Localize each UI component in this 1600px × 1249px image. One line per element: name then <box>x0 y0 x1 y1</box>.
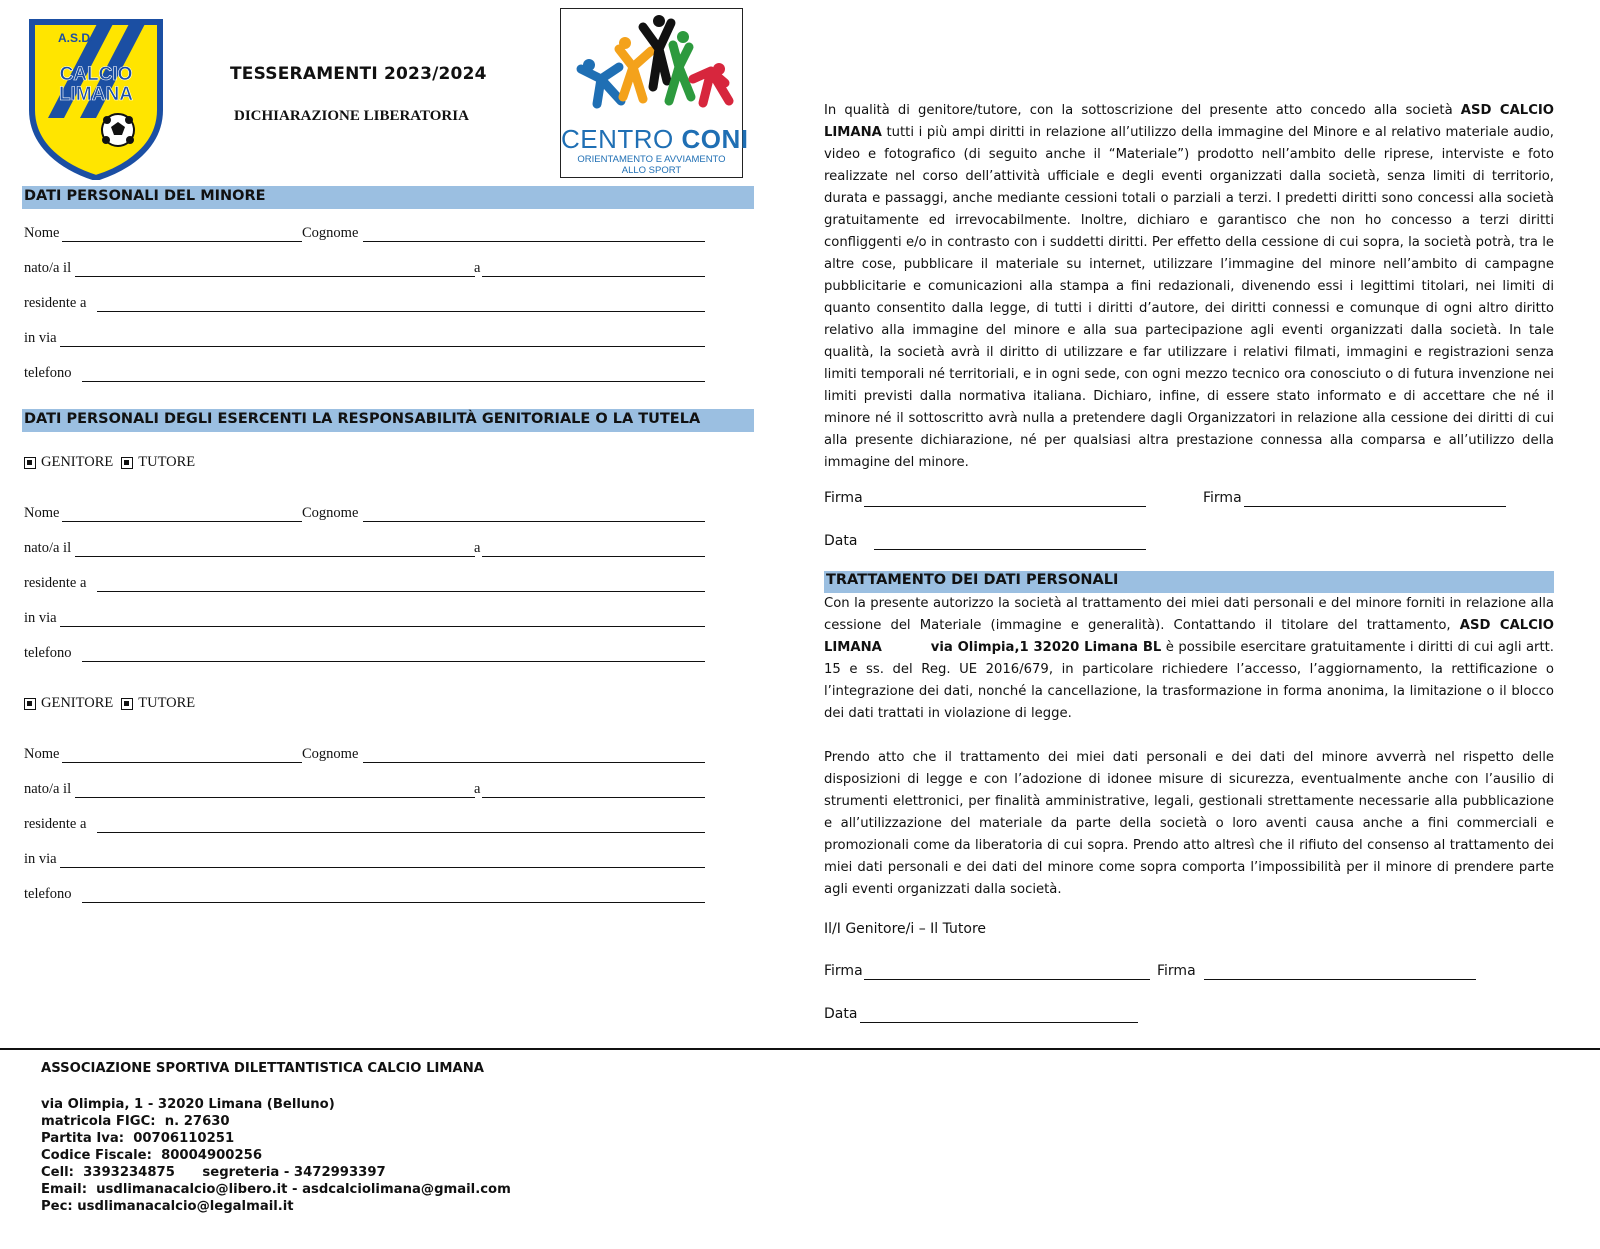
svg-text:LIMANA: LIMANA <box>59 84 133 105</box>
guardian1-role <box>24 454 195 471</box>
athletes-figures-icon <box>561 9 741 121</box>
svg-text:A.S.D.: A.S.D. <box>58 31 94 45</box>
section-heading-minor: DATI PERSONALI DEL MINORE <box>22 186 754 209</box>
footer-tax-code: Codice Fiscale: 80004900256 <box>41 1148 263 1163</box>
label-cognome: Cognome <box>302 225 359 241</box>
input-via[interactable] <box>60 346 705 347</box>
signature-line-1[interactable] <box>864 506 1146 507</box>
soccer-ball-icon <box>102 114 134 146</box>
signer-label: Il/I Genitore/i – Il Tutore <box>824 921 987 937</box>
label-via: in via <box>24 330 57 346</box>
footer-pec[interactable]: Pec: usdlimanacalcio@legalmail.it <box>41 1199 294 1214</box>
privacy-paragraph-1: Con la presente autorizzo la società al trattamento dei miei dati personali e del minore forniti in relazione alla cessione del Materiale (immagine e generalità). Contattando il titolare del trattamento, ASD CALCIO LIMANA via Olimpia,1 32020 Limana BL è possibile esercitare gratuitamente i diritti di cui agli artt. 15 e ss. del Reg. UE 2016/679, in particolare richiedere l’accesso, l’aggiornamento, la rettificazione o l’integrazione dei dati, nonché la cancellazione, la trasformazione in forma anonima, la limitazione o il blocco dei dati trattati in violazione di legge. <box>824 596 1555 721</box>
label-telefono: telefono <box>24 886 72 902</box>
input-data-nascita[interactable] <box>75 276 475 277</box>
label-telefono: telefono <box>24 365 72 381</box>
label-firma-2: Firma <box>1203 490 1242 506</box>
input-data-nascita[interactable] <box>75 797 475 798</box>
input-cognome[interactable] <box>363 762 705 763</box>
input-telefono[interactable] <box>82 381 705 382</box>
club-address: via Olimpia,1 32020 Limana BL <box>930 640 1162 655</box>
label-a: a <box>474 260 481 276</box>
input-cognome[interactable] <box>363 241 705 242</box>
input-residenza[interactable] <box>97 591 705 592</box>
label-via: in via <box>24 610 57 626</box>
label-nome: Nome <box>24 225 60 241</box>
label-data-2: Data <box>824 1006 858 1022</box>
declaration-paragraph: In qualità di genitore/tutore, con la sottoscrizione del presente atto concedo alla società ASD CALCIO LIMANA tutti i più ampi diritti in relazione all’utilizzo della immagine del Minore e al relativo materiale audio, video e fotografico (di seguito anche il “Materiale”) prodotto nell’ambito delle riprese, interviste e foto realizzate nel corso dell’attività ufficiale e degli eventi organizzati dalla società, senza limiti di territorio, durata e passaggi, anche mediante cessioni totali o parziali a terzi. I predetti diritti sono concessi alla società gratuitamente ed irrevocabilmente. Inoltre, dichiaro e garantisco che non ho concesso a terzi diritti confliggenti e/o in contrasto con i suddetti diritti. Per effetto della cessione di cui sopra, la società potrà, tra le altre cose, pubblicare il materiale su internet, utilizzare l’immagine del minore nell’ambito di campagne pubblicitarie e comunicazioni alla stampa a fini redazionali, divenendo essi i legittimi titolari, nei limiti di quanto consentito dalla legge, di tutti i diritti d’autore, dei diritti connessi e comunque di ogni altro diritto relativo alla immagine del minore e alla sua partecipazione agli eventi organizzati dalla società. In tale qualità, la società avrà il diritto di utilizzare e far utilizzare i relativi filmati, immagini e registrazioni senza limiti temporali né territoriali, e in ogni sede, con ogni mezzo tecnico ora conosciuto o di futura invenzione nei limiti previsti dalla normativa italiana. Dichiaro, infine, di essere stato informato e di accettare che né il minore né il sottoscritto avrà nulla a pretendere dagli Organizzatori in relazione alla cessione dei diritti di cui alla presente dichiarazione, né per qualsiasi altra prestazione connessa alla comparsa e all’utilizzo della immagine del minore. <box>824 103 1554 470</box>
label-nato: nato/a il <box>24 540 72 556</box>
input-data-nascita[interactable] <box>75 556 475 557</box>
privacy-paragraph-2: Prendo atto che il trattamento dei miei dati personali e dei dati del minore avverrà nel rispetto delle disposizioni di legge e con l’adozione di idonee misure di sicurezza, eventualmente anche con l’ausilio di strumenti elettronici, per finalità amministrative, legali, gestionali strettamente necessarie alla pubblicazione e all’utilizzazione del materiale da parte della società o loro aventi causa anche a fini commerciali e promozionali come da liberatoria di cui sopra. Prendo atto altresì che il rifiuto del consenso al trattamento dei miei dati personali e dei dati del minore come sopra comporta l’impossibilità per il minore di prendere parte agli eventi organizzati dalla società. <box>824 750 1554 897</box>
coni-brand: CENTRO CONI <box>561 124 749 154</box>
signature-line-3[interactable] <box>864 979 1150 980</box>
label-a: a <box>474 781 481 797</box>
label-firma-4: Firma <box>1157 963 1196 979</box>
label-residente: residente a <box>24 295 87 311</box>
label-firma-1: Firma <box>824 490 863 506</box>
date-line-2[interactable] <box>860 1022 1138 1023</box>
footer-address: via Olimpia, 1 - 32020 Limana (Belluno) <box>41 1097 335 1112</box>
footer-figc: matricola FIGC: n. 27630 <box>41 1114 230 1129</box>
input-via[interactable] <box>60 867 705 868</box>
checkbox-label: GENITORE <box>41 695 114 711</box>
coni-logo <box>560 8 749 178</box>
label-cognome: Cognome <box>302 746 359 762</box>
club-name: ASD CALCIO LIMANA <box>824 618 1555 655</box>
footer-association-name: ASSOCIAZIONE SPORTIVA DILETTANTISTICA CALCIO LIMANA <box>41 1061 484 1076</box>
checkbox-tutore-2[interactable] <box>121 698 133 710</box>
date-line-1[interactable] <box>874 549 1146 550</box>
club-name: ASD CALCIO LIMANA <box>824 103 1554 140</box>
checkbox-tutore-1[interactable] <box>121 457 133 469</box>
coni-tagline: ORIENTAMENTO E AVVIAMENTO ALLO SPORT <box>577 154 726 176</box>
club-logo <box>28 18 164 180</box>
checkbox-label: TUTORE <box>138 695 196 711</box>
input-luogo-nascita[interactable] <box>482 797 705 798</box>
input-residenza[interactable] <box>97 832 705 833</box>
input-telefono[interactable] <box>82 661 705 662</box>
signature-line-4[interactable] <box>1204 979 1476 980</box>
label-firma-3: Firma <box>824 963 863 979</box>
label-residente: residente a <box>24 575 87 591</box>
document-title: TESSERAMENTI 2023/2024 <box>230 64 487 84</box>
footer-divider <box>0 1048 1600 1050</box>
input-nome[interactable] <box>62 521 302 522</box>
svg-text:CALCIO: CALCIO <box>59 64 133 85</box>
footer-email[interactable]: Email: usdlimanacalcio@libero.it - asdcalciolimana@gmail.com <box>41 1182 511 1197</box>
label-residente: residente a <box>24 816 87 832</box>
label-nome: Nome <box>24 746 60 762</box>
footer-contacts <box>41 1096 511 1215</box>
input-residenza[interactable] <box>97 311 705 312</box>
section-heading-guardians: DATI PERSONALI DEGLI ESERCENTI LA RESPONSABILITÀ GENITORIALE O LA TUTELA <box>22 409 754 432</box>
document-subtitle: DICHIARAZIONE LIBERATORIA <box>234 108 469 124</box>
label-nome: Nome <box>24 505 60 521</box>
label-nato: nato/a il <box>24 260 72 276</box>
input-cognome[interactable] <box>363 521 705 522</box>
input-via[interactable] <box>60 626 705 627</box>
checkbox-label: GENITORE <box>41 454 114 470</box>
label-cognome: Cognome <box>302 505 359 521</box>
input-luogo-nascita[interactable] <box>482 276 705 277</box>
section-heading-privacy: TRATTAMENTO DEI DATI PERSONALI <box>824 571 1554 593</box>
input-nome[interactable] <box>62 241 302 242</box>
label-a: a <box>474 540 481 556</box>
checkbox-genitore-2[interactable] <box>24 698 36 710</box>
checkbox-label: TUTORE <box>138 454 196 470</box>
label-data: Data <box>824 533 858 549</box>
label-telefono: telefono <box>24 645 72 661</box>
label-via: in via <box>24 851 57 867</box>
input-luogo-nascita[interactable] <box>482 556 705 557</box>
footer-phones: Cell: 3393234875 segreteria - 3472993397 <box>41 1165 386 1180</box>
signature-line-2[interactable] <box>1244 506 1506 507</box>
input-telefono[interactable] <box>82 902 705 903</box>
input-nome[interactable] <box>62 762 302 763</box>
label-nato: nato/a il <box>24 781 72 797</box>
guardian2-role <box>24 695 195 712</box>
footer-vat: Partita Iva: 00706110251 <box>41 1131 235 1146</box>
checkbox-genitore-1[interactable] <box>24 457 36 469</box>
